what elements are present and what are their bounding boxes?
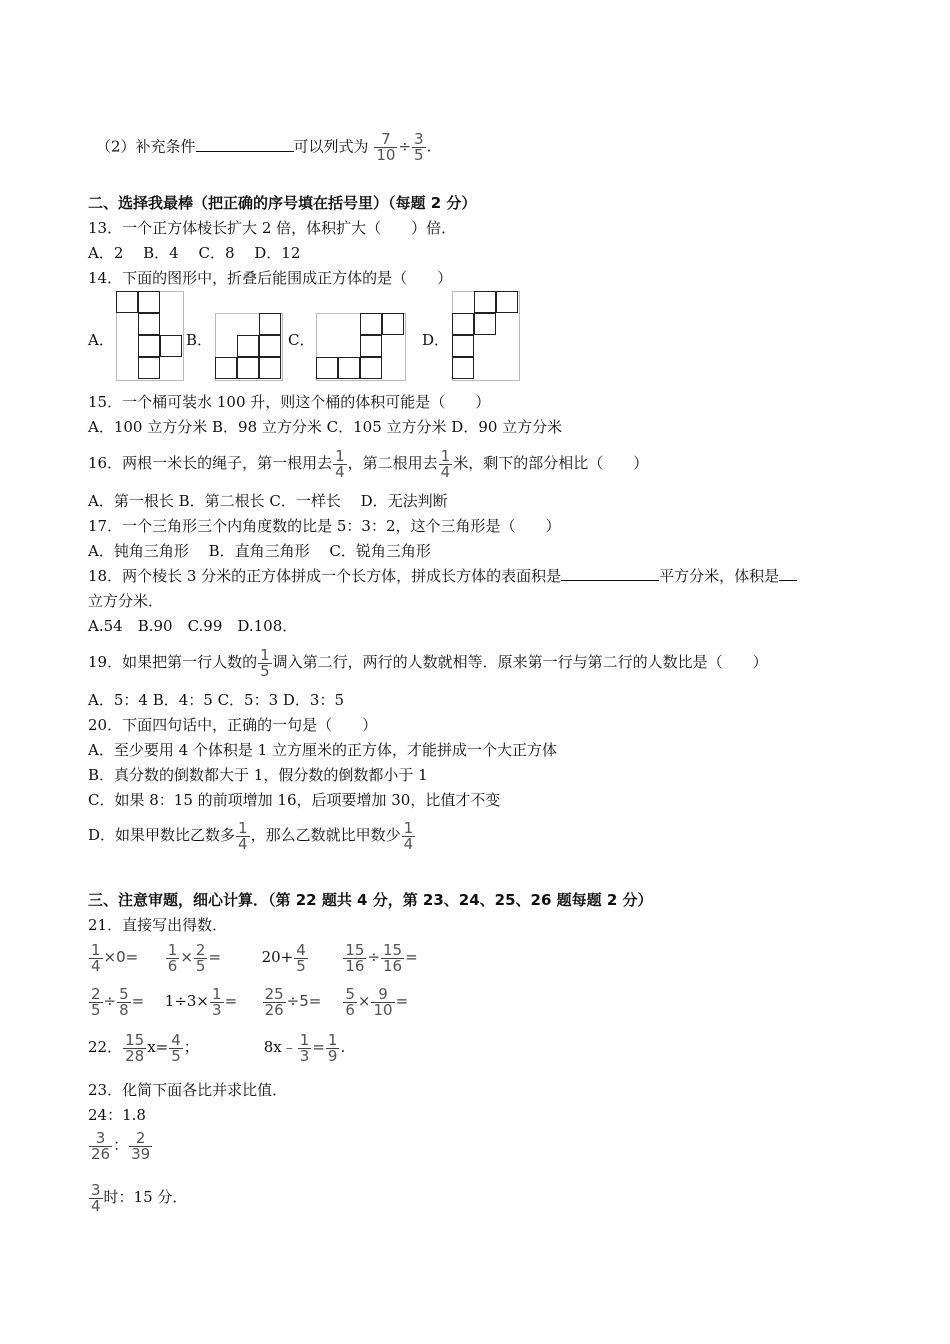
net-cell: [474, 313, 496, 335]
net-cell: [316, 357, 338, 379]
fraction: $\frac{1}{4}$: [238, 818, 248, 853]
q21-row-2: [88, 984, 408, 1018]
q12-part2: （2）补充条件 可以列式为 $\frac{7}{10}$ ÷ $\frac{3}{5}$ .: [96, 130, 432, 164]
calc-item: $\frac{1}{4}$ ×0=: [91, 940, 139, 975]
net-cell: [160, 335, 182, 357]
calc-item: $\frac{15}{16}$ ÷ $\frac{15}{16}$ =: [345, 940, 418, 975]
q17-stem: 17．一个三角形三个内角度数的比是 5：3：2，这个三角形是（ ）: [88, 517, 561, 535]
q16-stem: 16．两根一米长的绳子，第一根用去 $\frac{1}{4}$ ，第二根用去 $\frac{1}{4}$ 米，剩下的部分相比（ ）: [88, 446, 649, 481]
q15-options: A．100 立方分米 B．98 立方分米 C．105 立方分米 D．90 立方分米: [88, 418, 563, 436]
q21-stem: 21．直接写出得数．: [88, 916, 228, 934]
q18-stem: 18．两个棱长 3 分米的正方体拼成一个长方体，拼成长方体的表面积是 平方分米，体积是: [88, 566, 797, 586]
fraction: $\frac{3}{5}$: [414, 130, 424, 164]
net-cell: [452, 335, 474, 357]
net-cell: [138, 313, 160, 335]
q18-options: A.54 B.90 C.99 D.108．: [88, 617, 298, 635]
q14-option-d-label: D．: [422, 331, 450, 349]
q20-option-c: C．如果 8：15 的前项增加 16，后项要增加 30，比值才不变: [88, 791, 501, 809]
q15-stem: 15．一个桶可装水 100 升，则这个桶的体积可能是（ ）: [88, 393, 491, 411]
section-2-title: 二、选择我最棒（把正确的序号填在括号里）（每题 2 分）: [88, 194, 477, 212]
net-cell: [452, 357, 474, 379]
q20-option-a: A．至少要用 4 个体积是 1 立方厘米的正方体，才能拼成一个大正方体: [88, 741, 557, 759]
answer-blank[interactable]: [196, 137, 294, 152]
answer-blank[interactable]: [779, 566, 797, 581]
net-cell: [474, 291, 496, 313]
net-cell: [237, 335, 259, 357]
q24-stem: 24：1.8: [88, 1106, 146, 1124]
net-cell: [360, 335, 382, 357]
net-cell: [360, 313, 382, 335]
calc-item: 20+ $\frac{4}{5}$: [261, 940, 306, 975]
net-cell: [496, 291, 518, 313]
q19-stem: 19．如果把第一行人数的 $\frac{1}{5}$ 调入第二行，两行的人数就相等．原来第一行与第二行的人数比是（ ）: [88, 645, 768, 680]
net-cell: [237, 357, 259, 379]
q20-stem: 20．下面四句话中，正确的一句是（ ）: [88, 716, 378, 734]
fraction: $\frac{1}{4}$: [403, 818, 414, 853]
net-cell: [259, 357, 281, 379]
q13-options: A．2 B．4 C．8 D．12: [88, 244, 301, 262]
fraction: $\frac{1}{5}$: [260, 645, 270, 680]
net-cell: [116, 291, 138, 313]
q14-option-a-label: A．: [88, 331, 114, 349]
calc-item: 1÷3× $\frac{1}{3}$ =: [164, 984, 238, 1019]
q16-options: A．第一根长 B．第二根长 C．一样长 D．无法判断: [88, 492, 448, 510]
net-cell: [138, 357, 160, 379]
q18-stem-cont: 立方分米．: [88, 592, 164, 610]
q20-option-d: D．如果甲数比乙数多 $\frac{1}{4}$ ，那么乙数就比甲数少 $\frac{1}{4}$: [88, 818, 414, 853]
q12-2-mid: 可以列式为: [293, 137, 369, 156]
calc-item: $\frac{2}{5}$ ÷ $\frac{5}{8}$ =: [91, 984, 145, 1019]
net-cell: [138, 335, 160, 357]
q14-stem: 14．下面的图形中，折叠后能围成正方体的是（ ）: [88, 269, 453, 287]
q23-stem: 23．化简下面各比并求比值．: [88, 1081, 288, 1099]
q12-2-prefix: （2）补充条件: [96, 137, 196, 156]
q19-options: A．5：4 B．4：5 C．5：3 D．3：5: [88, 691, 345, 709]
calc-item: $\frac{5}{6}$ × $\frac{9}{10}$ =: [345, 984, 409, 1019]
calc-item: $\frac{1}{6}$ × $\frac{2}{5}$ =: [167, 940, 222, 975]
fraction: $\frac{7}{10}$: [376, 130, 396, 164]
section-3-title: 三、注意审题，细心计算．（第 22 题共 4 分，第 23、24、25、26 题每题 2 分）: [88, 891, 653, 909]
fraction: $\frac{1}{4}$: [440, 446, 451, 481]
q21-row-1: [88, 940, 418, 974]
calc-item: $\frac{25}{26}$ ÷5=: [264, 984, 322, 1019]
net-cell: [338, 357, 360, 379]
q13-stem: 13．一个正方体棱长扩大 2 倍，体积扩大（ ）倍．: [88, 219, 457, 237]
net-cell: [138, 291, 160, 313]
q14-option-b-label: B．: [186, 331, 213, 349]
q20-option-b: B．真分数的倒数都大于 1，假分数的倒数都小于 1: [88, 766, 428, 784]
q26-ratio: $\frac{3}{4}$ 时：15 分．: [91, 1180, 188, 1215]
net-cell: [382, 313, 404, 335]
net-cell: [452, 313, 474, 335]
net-cell: [215, 357, 237, 379]
q25-ratio: $\frac{3}{26}$ ： $\frac{2}{39}$: [91, 1128, 151, 1163]
q14-option-c-label: C．: [288, 331, 315, 349]
divide-sign: ÷: [398, 137, 412, 156]
net-cell: [259, 313, 281, 335]
fraction: $\frac{1}{4}$: [335, 446, 345, 481]
answer-blank[interactable]: [561, 566, 659, 581]
q17-options: A．钝角三角形 B．直角三角形 C．锐角三角形: [88, 542, 431, 560]
net-cell: [259, 335, 281, 357]
q22-equations: 22． $\frac{15}{28}$ x= $\frac{4}{5}$ ； 8x﹣ $\frac{1}{3}$ = $\frac{1}{9}$ .: [88, 1030, 346, 1065]
net-cell: [360, 357, 382, 379]
